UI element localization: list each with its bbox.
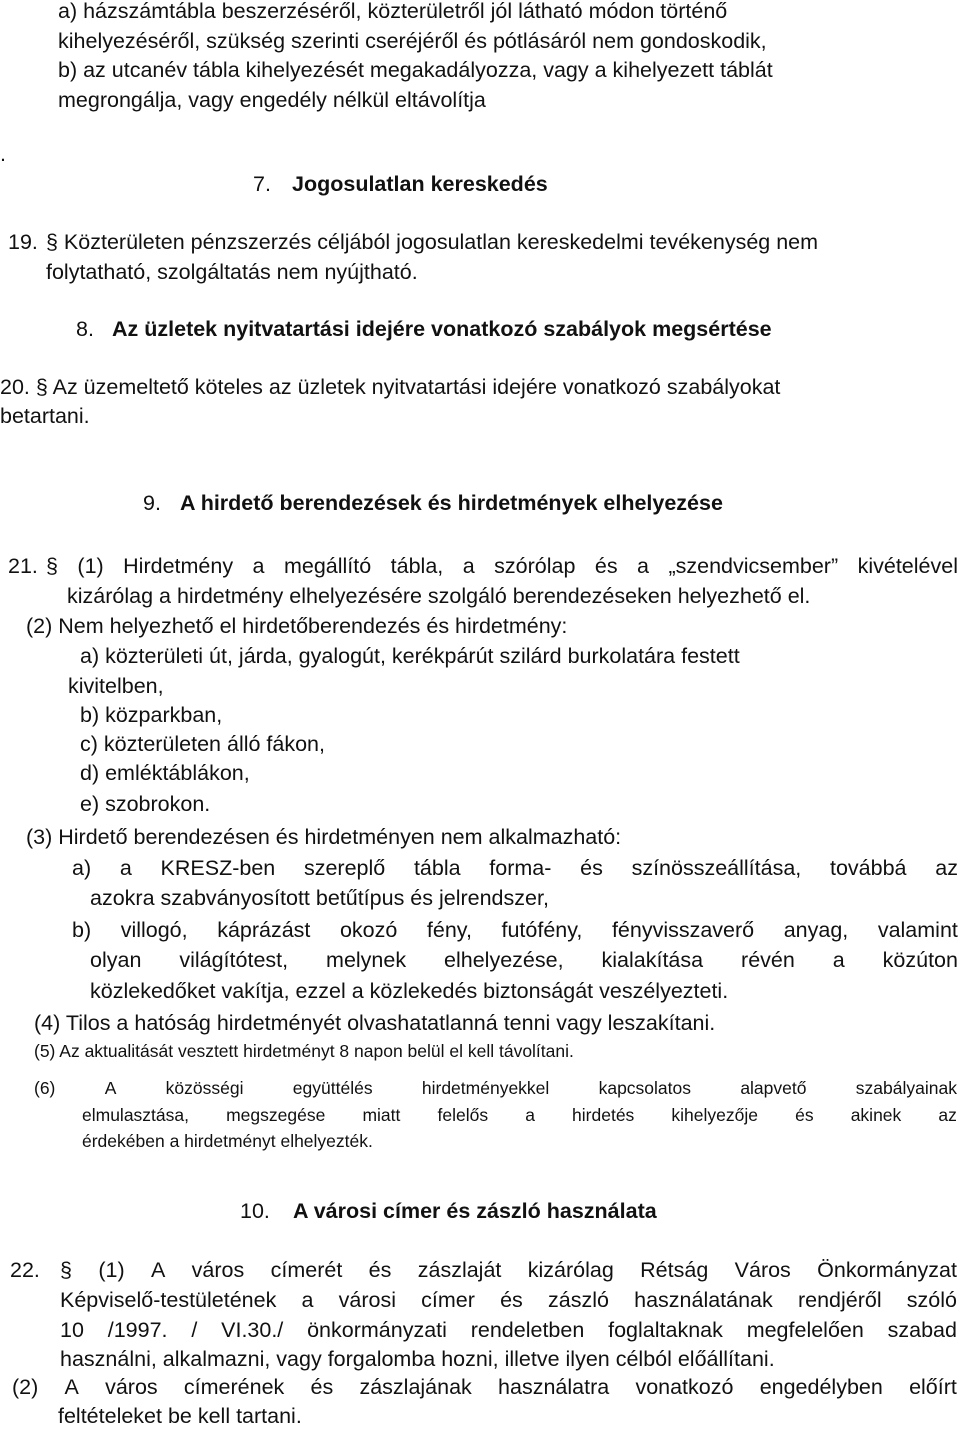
section-heading: A városi címer és zászló használata	[293, 1199, 657, 1223]
word: rendeletben	[470, 1318, 585, 1342]
word: színösszeállítása,	[631, 856, 802, 880]
word: valamint	[877, 918, 958, 942]
paragraph-line: (2) Nem helyezhető el hirdetőberendezés és hirdetmény:	[26, 614, 568, 638]
word: megfelelően	[746, 1318, 864, 1342]
paragraph-line	[60, 1317, 957, 1343]
word: Képviselő-testületének	[60, 1288, 277, 1312]
paragraph-line: a) házszámtábla beszerzéséről, közterületről jól látható módon történő	[58, 0, 728, 23]
word: 10	[60, 1318, 84, 1342]
word: rendjéről	[797, 1288, 882, 1312]
section-number: 9.	[143, 491, 161, 515]
word: címer	[421, 1288, 475, 1312]
word: „szendvicsember”	[668, 554, 839, 578]
word: (1)	[98, 1258, 125, 1282]
word: melynek	[326, 948, 407, 972]
paragraph-line: b) az utcanév tábla kihelyezését megakadályozza, vagy a kihelyezett táblát	[58, 58, 773, 82]
paragraph-line	[60, 1257, 957, 1283]
paragraph-line: folytatható, szolgáltatás nem nyújtható.	[46, 260, 418, 284]
paragraph-line: feltételeket be kell tartani.	[58, 1404, 302, 1428]
word: és	[500, 1288, 523, 1312]
word: kihelyezője	[671, 1105, 758, 1125]
word: A	[104, 1078, 117, 1098]
paragraph-line: érdekében a hirdetményt elhelyezték.	[82, 1131, 373, 1151]
word: szórólap	[494, 554, 576, 578]
paragraph-line: kizárólag a hirdetmény elhelyezésére szolgáló berendezéseken helyezhető el.	[67, 584, 811, 608]
section-heading: A hirdető berendezések és hirdetmények elhelyezése	[180, 491, 723, 515]
word: együttélés	[292, 1078, 373, 1098]
word: címerét	[270, 1258, 343, 1282]
word: vonatkozó	[635, 1375, 734, 1399]
word: az	[935, 856, 958, 880]
paragraph-line	[12, 1374, 957, 1400]
word: közösségi	[165, 1078, 244, 1098]
paragraph-line: (3) Hirdető berendezésen és hirdetményen nem alkalmazható:	[26, 825, 622, 849]
paragraph-line: § Közterületen pénzszerzés céljából jogosulatlan kereskedelmi tevékenység nem	[46, 230, 819, 254]
word: és	[594, 554, 618, 578]
word: a	[252, 554, 265, 578]
word: a	[462, 554, 475, 578]
paragraph-line: használni, alkalmazni, vagy forgalomba hozni, illetve ilyen célból előállítani.	[60, 1347, 775, 1371]
word: fény,	[426, 918, 472, 942]
word: /	[191, 1318, 198, 1342]
word: Város	[734, 1258, 791, 1282]
word: kizárólag	[527, 1258, 614, 1282]
word: (1)	[77, 554, 104, 578]
word: közúton	[882, 948, 958, 972]
section-heading: Jogosulatlan kereskedés	[292, 172, 548, 196]
word: akinek	[850, 1105, 902, 1125]
word: elhelyezése,	[444, 948, 564, 972]
word: anyag,	[783, 918, 849, 942]
word: megszegése	[226, 1105, 326, 1125]
list-item: a) közterületi út, járda, gyalogút, kerékpárút szilárd burkolatára festett	[80, 644, 740, 668]
word: A	[150, 1258, 166, 1282]
word: /1997.	[107, 1318, 168, 1342]
word: továbbá	[830, 856, 907, 880]
word: kialakítása	[601, 948, 704, 972]
list-item: c) közterületen álló fákon,	[80, 732, 325, 756]
word: hirdetményekkel	[421, 1078, 550, 1098]
paragraph-line	[60, 1287, 957, 1313]
word: A	[64, 1375, 79, 1399]
word: használatra	[498, 1375, 610, 1399]
word: (6)	[34, 1078, 56, 1098]
list-item: közlekedőket vakítja, ezzel a közlekedés biztonságát veszélyezteti.	[90, 979, 729, 1003]
paragraph-line	[82, 1102, 957, 1128]
word: az	[938, 1105, 957, 1125]
list-item: b) közparkban,	[80, 703, 223, 727]
word: szóló	[906, 1288, 957, 1312]
word: miatt	[362, 1105, 401, 1125]
word: forma-	[489, 856, 552, 880]
stray-dot: .	[0, 142, 6, 166]
section-heading: Az üzletek nyitvatartási idejére vonatkozó szabályok megsértése	[112, 317, 772, 341]
word: elmulasztása,	[82, 1105, 189, 1125]
word: zászlaját	[417, 1258, 502, 1282]
word: révén	[741, 948, 795, 972]
word: §	[46, 554, 58, 578]
word: VI.30./	[221, 1318, 284, 1342]
word: városi	[338, 1288, 396, 1312]
word: a	[637, 554, 650, 578]
paragraph-line	[34, 1075, 957, 1101]
word: és	[580, 856, 603, 880]
paragraph-line: 20. § Az üzemeltető köteles az üzletek nyitvatartási idejére vonatkozó szabályokat	[0, 375, 781, 399]
word: engedélyben	[759, 1375, 883, 1399]
word: a	[301, 1288, 314, 1312]
word: megállító	[283, 554, 372, 578]
word: fényvisszaverő	[611, 918, 755, 942]
list-item: d) emléktáblákon,	[80, 761, 250, 785]
word: a	[525, 1105, 535, 1125]
paragraph-line	[46, 553, 958, 579]
word: hirdetés	[572, 1105, 635, 1125]
word: zászlajának	[359, 1375, 472, 1399]
word: és	[310, 1375, 334, 1399]
word: önkormányzati	[307, 1318, 447, 1342]
word: b)	[72, 918, 92, 942]
word: használatának	[634, 1288, 773, 1312]
section-number: 8.	[76, 317, 94, 341]
paragraph-line: kihelyezéséről, szükség szerinti cseréjéről és pótlásáról nem gondoskodik,	[58, 29, 767, 53]
paragraph-number: 22.	[10, 1258, 40, 1282]
word: és	[368, 1258, 392, 1282]
section-number: 10.	[240, 1199, 270, 1223]
word: a	[119, 856, 132, 880]
word: előírt	[909, 1375, 957, 1399]
list-item: e) szobrokon.	[80, 792, 211, 816]
word: felelős	[437, 1105, 489, 1125]
paragraph-number: 19.	[8, 230, 38, 254]
word: szabad	[887, 1318, 957, 1342]
list-item	[72, 855, 958, 881]
word: a)	[72, 856, 92, 880]
paragraph-line: megrongálja, vagy engedély nélkül eltávolítja	[58, 88, 486, 112]
word: káprázást	[217, 918, 311, 942]
paragraph-line: (5) Az aktualitását vesztett hirdetményt 8 napon belül el kell távolítani.	[34, 1041, 574, 1061]
paragraph-number: 21.	[8, 554, 38, 578]
word: KRESZ-ben	[160, 856, 276, 880]
section-number: 7.	[253, 172, 271, 196]
list-item: kivitelben,	[68, 674, 164, 698]
word: foglaltaknak	[608, 1318, 723, 1342]
word: világítótest,	[179, 948, 289, 972]
word: szabályainak	[855, 1078, 957, 1098]
word: Rétság	[640, 1258, 709, 1282]
list-item	[90, 947, 958, 973]
word: és	[795, 1105, 814, 1125]
list-item	[72, 917, 958, 943]
paragraph-line: betartani.	[0, 404, 90, 428]
word: futófény,	[501, 918, 583, 942]
word: tábla,	[390, 554, 444, 578]
word: okozó	[339, 918, 398, 942]
word: (2)	[12, 1375, 39, 1399]
paragraph-line: (4) Tilos a hatóság hirdetményét olvashatatlanná tenni vagy leszakítani.	[34, 1011, 716, 1035]
word: §	[60, 1258, 72, 1282]
word: Hirdetmény	[123, 554, 234, 578]
word: tábla	[413, 856, 461, 880]
word: alapvető	[740, 1078, 807, 1098]
word: villogó,	[120, 918, 188, 942]
word: címerének	[183, 1375, 285, 1399]
word: város	[191, 1258, 245, 1282]
word: zászló	[547, 1288, 609, 1312]
list-item: azokra szabványosított betűtípus és jelrendszer,	[90, 886, 549, 910]
word: Önkormányzat	[817, 1258, 957, 1282]
word: a	[832, 948, 845, 972]
word: város	[105, 1375, 158, 1399]
word: szereplő	[303, 856, 386, 880]
word: kivételével	[857, 554, 958, 578]
word: kapcsolatos	[598, 1078, 692, 1098]
word: olyan	[90, 948, 142, 972]
